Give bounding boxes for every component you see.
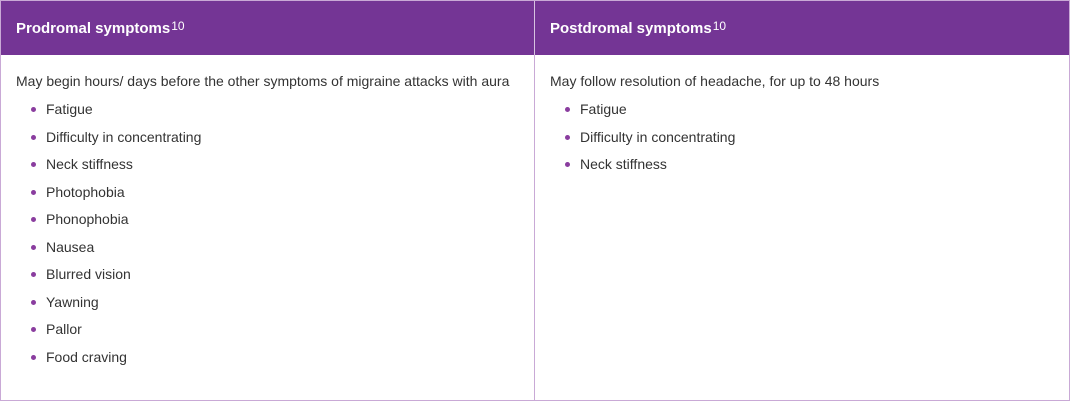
bullet-icon bbox=[31, 272, 36, 277]
postdromal-list bbox=[550, 96, 1054, 179]
bullet-icon bbox=[565, 162, 570, 167]
list-item-label: Neck stiffness bbox=[46, 156, 133, 172]
prodromal-header-ref[interactable]: 10 bbox=[171, 19, 185, 33]
list-item-label: Photophobia bbox=[46, 183, 125, 200]
list-item-label: Neck stiffness bbox=[580, 156, 667, 172]
list-item-label: Blurred vision bbox=[46, 266, 131, 282]
list-item bbox=[31, 234, 519, 262]
postdromal-header-title: Postdromal symptoms bbox=[550, 19, 712, 37]
list-item-label: Difficulty in concentrating bbox=[580, 128, 736, 145]
bullet-icon bbox=[31, 190, 36, 195]
list-item bbox=[31, 344, 519, 372]
list-item bbox=[31, 96, 519, 124]
list-item-label: Yawning bbox=[46, 293, 99, 310]
bullet-icon bbox=[31, 355, 36, 360]
prodromal-header bbox=[1, 1, 535, 55]
bullet-icon bbox=[31, 135, 36, 140]
bullet-icon bbox=[31, 327, 36, 332]
bullet-icon bbox=[31, 217, 36, 222]
prodromal-list bbox=[16, 96, 519, 371]
list-item bbox=[565, 151, 1054, 179]
bullet-icon bbox=[31, 107, 36, 112]
list-item-label: Nausea bbox=[46, 238, 95, 255]
list-item bbox=[565, 96, 1054, 124]
bullet-icon bbox=[31, 300, 36, 305]
list-item-label: Food craving bbox=[46, 348, 127, 365]
postdromal-header bbox=[535, 1, 1069, 55]
postdromal-header-ref[interactable]: 10 bbox=[712, 19, 727, 33]
list-item-label: Fatigue bbox=[580, 101, 627, 117]
bullet-icon bbox=[565, 135, 570, 140]
list-item bbox=[31, 179, 519, 207]
list-item-label: Phonophobia bbox=[46, 211, 129, 227]
prodromal-intro: May begin hours/ days before the other symptoms of migraine attacks with aura bbox=[16, 73, 510, 89]
bullet-icon bbox=[31, 245, 36, 250]
list-item bbox=[31, 316, 519, 344]
list-item-label: Fatigue bbox=[46, 101, 93, 117]
list-item bbox=[31, 124, 519, 152]
postdromal-cell bbox=[535, 55, 1069, 400]
list-item bbox=[565, 124, 1054, 152]
prodromal-cell bbox=[1, 55, 535, 400]
list-item-label: Pallor bbox=[46, 321, 82, 337]
postdromal-intro: May follow resolution of headache, for up to 48 hours bbox=[550, 73, 880, 89]
list-item bbox=[31, 261, 519, 289]
bullet-icon bbox=[565, 107, 570, 112]
list-item bbox=[31, 151, 519, 179]
list-item bbox=[31, 289, 519, 317]
bullet-icon bbox=[31, 162, 36, 167]
list-item bbox=[31, 206, 519, 234]
prodromal-header-title: Prodromal symptoms bbox=[16, 19, 171, 37]
list-item-label: Difficulty in concentrating bbox=[46, 128, 202, 145]
